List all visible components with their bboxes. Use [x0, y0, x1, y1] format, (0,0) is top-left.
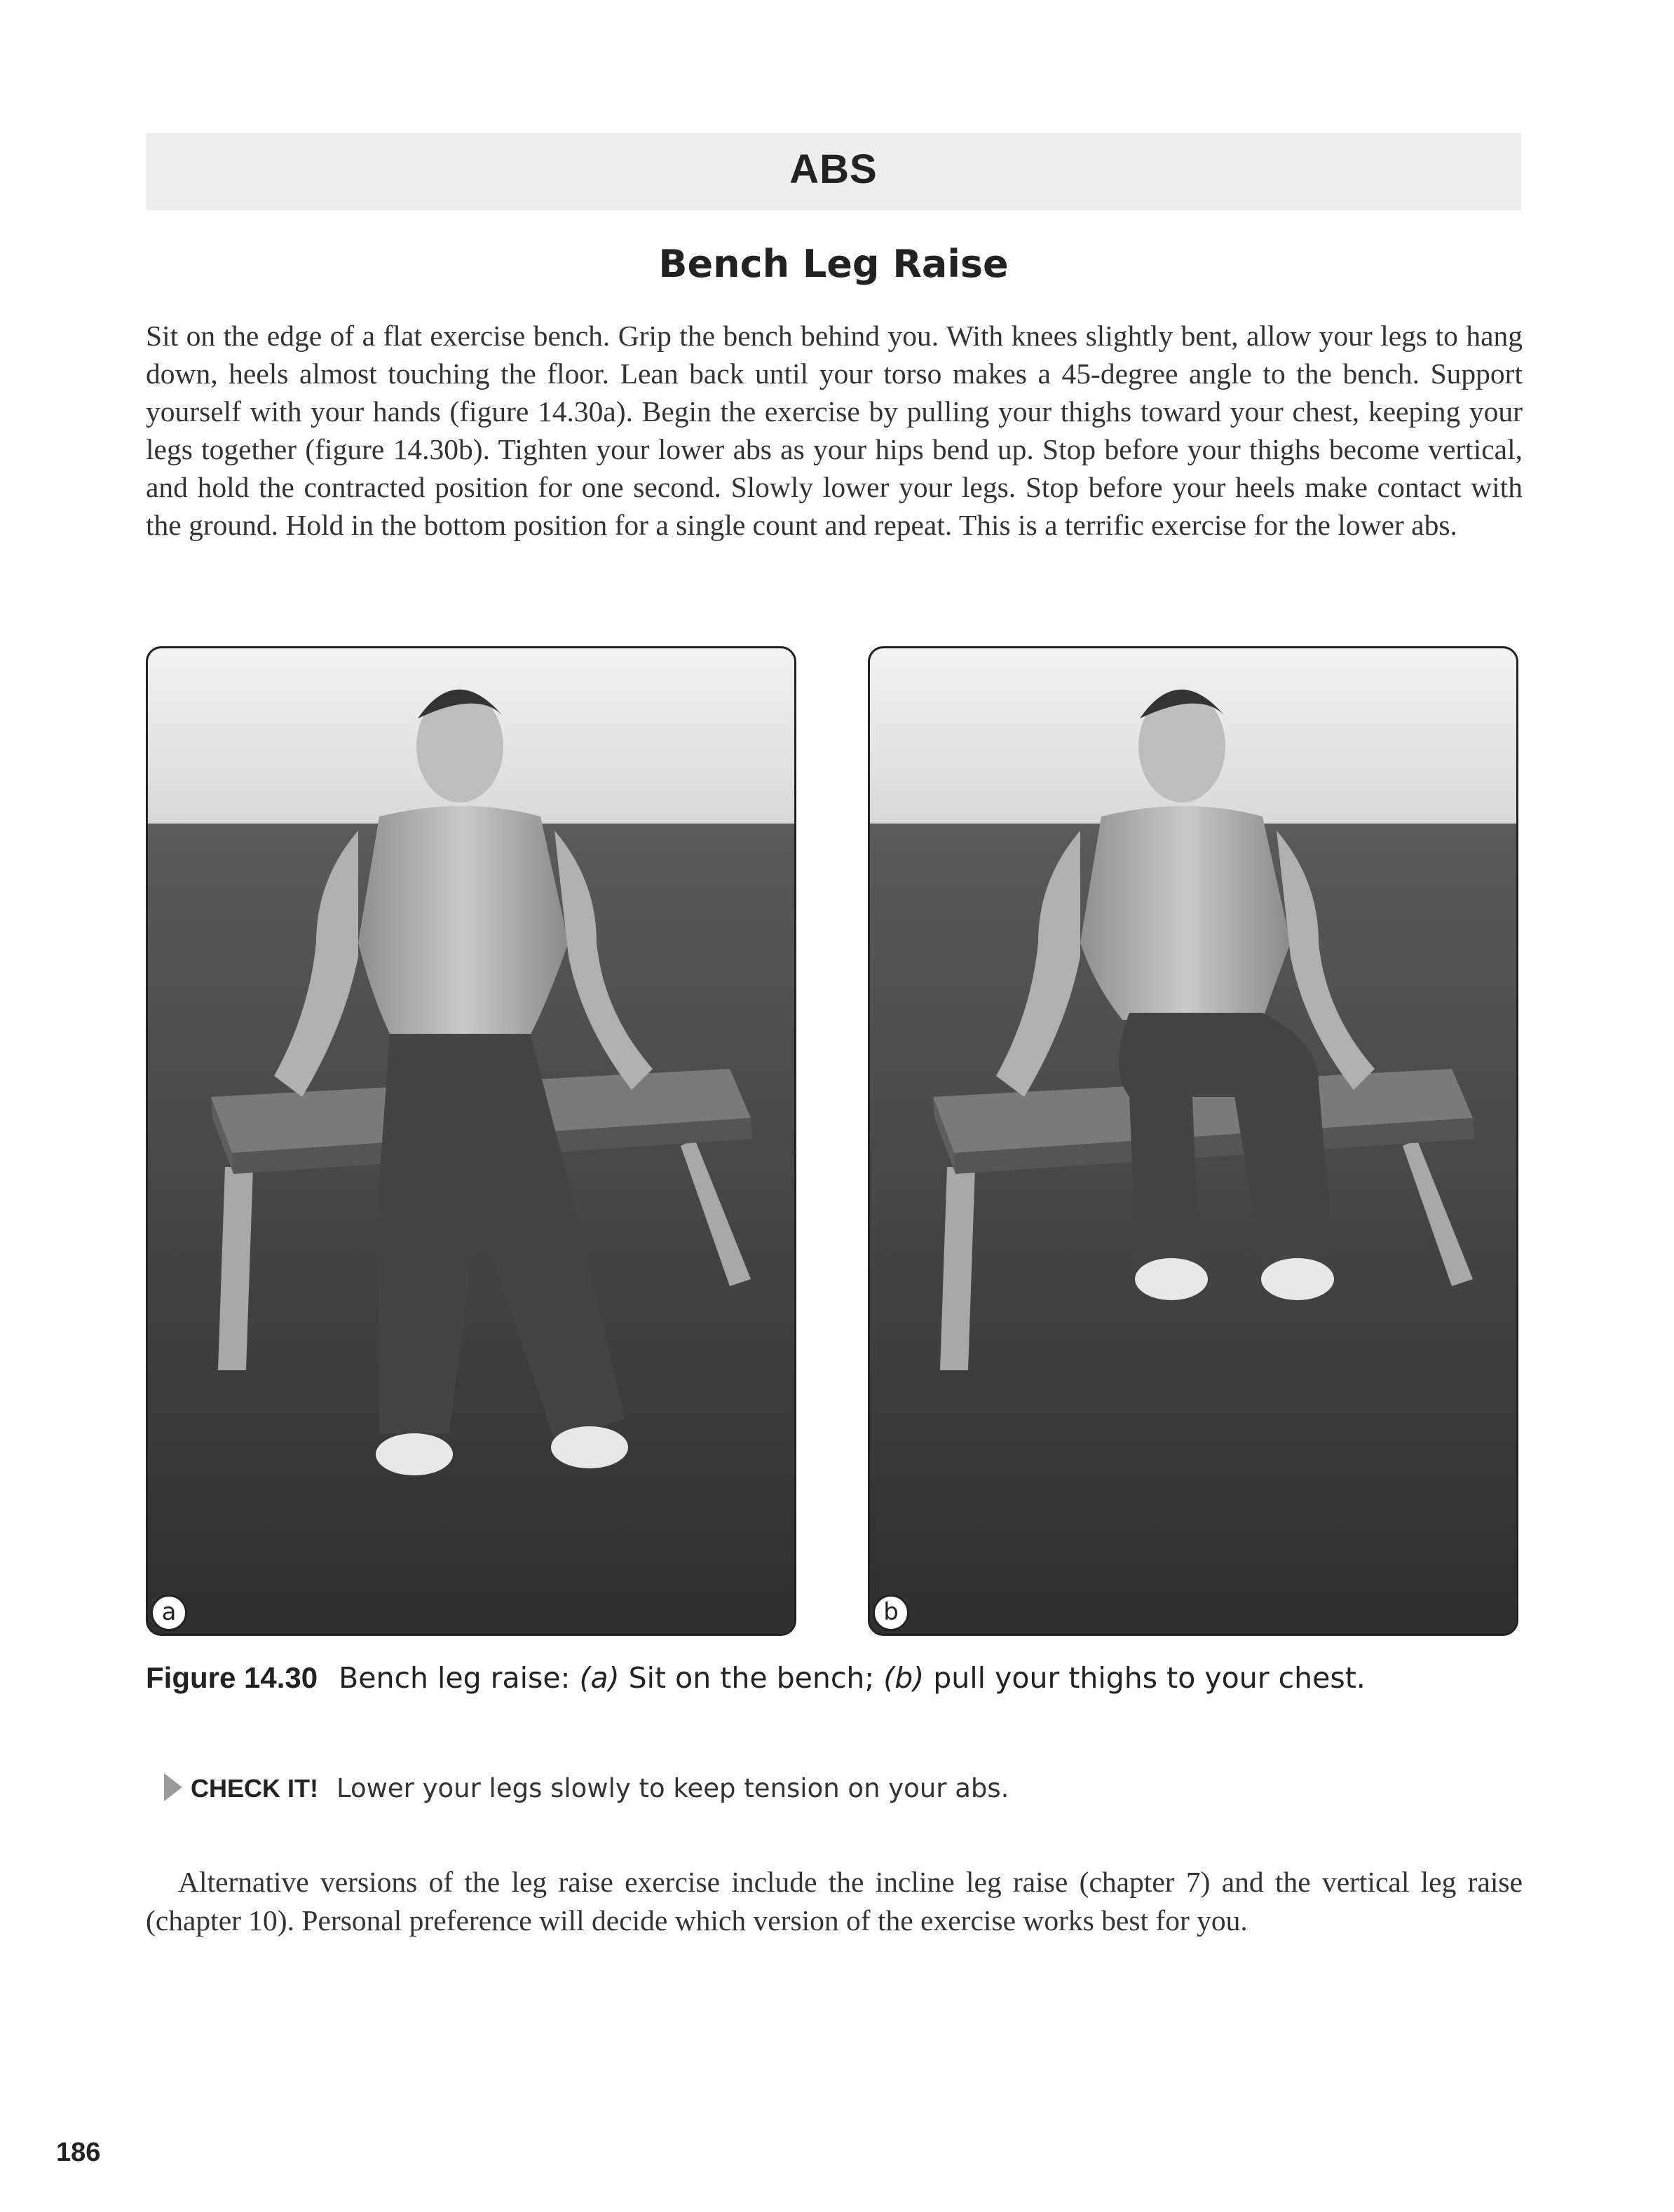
- figure-photo-a: [146, 646, 796, 1636]
- caption-b-text: pull your thighs to your chest.: [924, 1661, 1366, 1695]
- exercise-instructions: Sit on the edge of a flat exercise bench. Grip the bench behind you. With knees slightly bent, allow your legs to hang down, heels almost touching the floor. Lean back until your torso makes a 45-degree angle to the bench. Support yourself with your hands (figure 14.30a). Begin the exercise by pulling your thighs toward your chest, keeping your legs together (figure 14.30b). Tighten your lower abs as your hips bend up. Stop before your thighs become vertical, and hold the contracted position for one second. Slowly lower your legs. Stop before your heels make contact with the ground. Hold in the bottom position for a single count and repeat. This is a terrific exercise for the lower abs.: [146, 320, 1523, 541]
- section-title: ABS: [789, 146, 878, 192]
- photo-a-label: a: [151, 1595, 187, 1631]
- alternatives-paragraph: Alternative versions of the leg raise exercise include the incline leg raise (chapter 7) and the vertical leg raise (chapter 10). Personal preference will decide which version of the exercise works best for you.: [146, 1866, 1523, 1937]
- check-it-text: Lower your legs slowly to keep tension on your abs.: [336, 1773, 1009, 1803]
- figure-caption: [146, 1661, 1523, 1695]
- check-it-label: CHECK IT!: [191, 1774, 318, 1803]
- arrow-right-icon: [164, 1773, 182, 1801]
- section-header-band: [146, 133, 1521, 210]
- photo-b-illustration: [870, 648, 1516, 1634]
- caption-lead: Bench leg raise:: [339, 1661, 580, 1695]
- check-it-tip: [164, 1773, 1496, 1803]
- photo-a-illustration: [148, 648, 794, 1634]
- caption-b-marker: (b): [883, 1661, 925, 1695]
- page-number: 186: [56, 2138, 101, 2167]
- exercise-title: Bench Leg Raise: [658, 242, 1009, 286]
- caption-a-text: Sit on the bench;: [619, 1661, 884, 1695]
- figure-photo-b: [868, 646, 1518, 1636]
- photo-b-label: b: [873, 1595, 909, 1631]
- caption-a-marker: (a): [579, 1661, 620, 1695]
- figure-number: Figure 14.30: [146, 1661, 318, 1694]
